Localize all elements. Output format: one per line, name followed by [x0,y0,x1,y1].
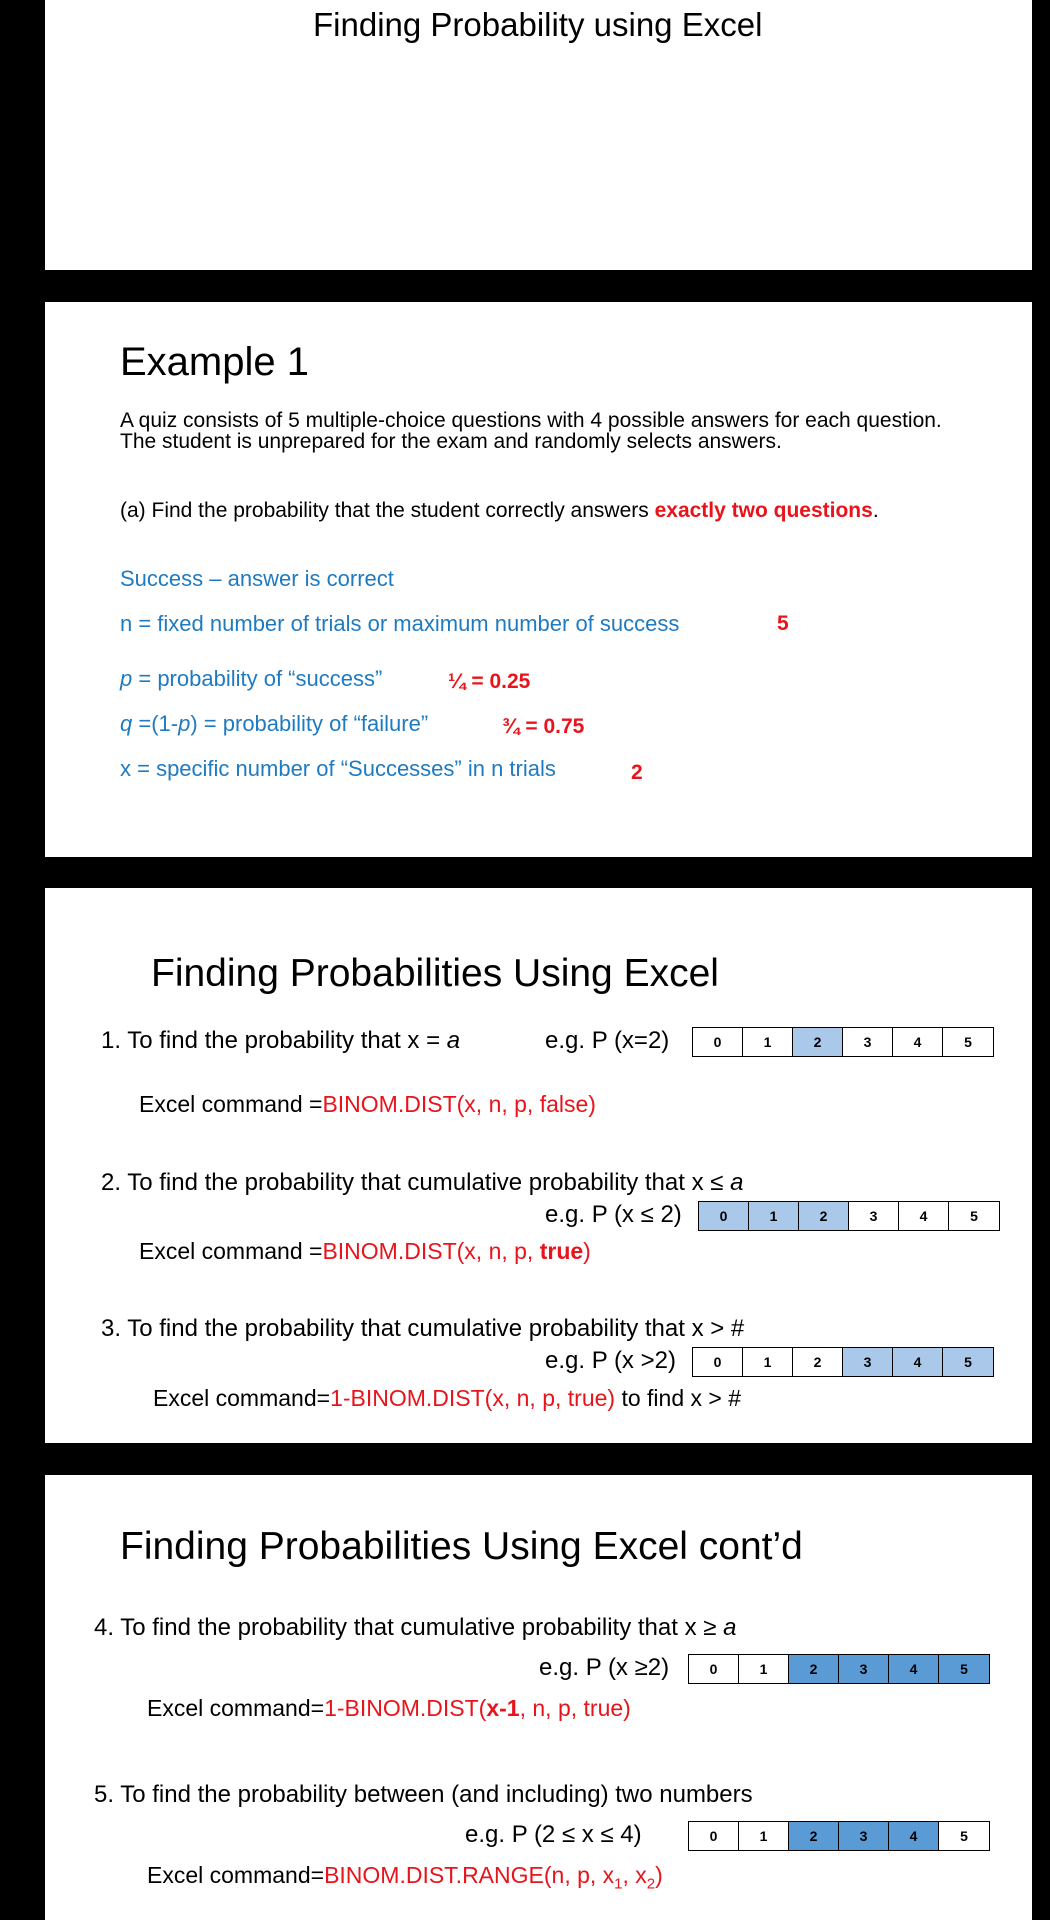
slide1-title: Finding Probability using Excel [313,6,763,43]
item4-example: e.g. P (x ≥2) [539,1654,670,1681]
number-cell: 4 [889,1822,939,1850]
item1-cells [692,1027,994,1057]
item2-label: 2. To find the probability that cumulative probability that x ≤ [101,1169,731,1196]
number-cell: 0 [699,1202,749,1230]
item3-command-label: Excel command= [153,1385,331,1411]
item4-variable: a [723,1614,737,1641]
item4-command-bold: x-1 [486,1695,520,1721]
x-definition: x = specific number of “Successes” in n trials [120,756,556,781]
number-cell: 5 [943,1028,993,1056]
number-cell: 3 [839,1655,889,1683]
p-definition-text: = probability of “success” [132,666,383,691]
item5-command [147,1862,663,1893]
number-cell: 1 [743,1028,793,1056]
number-cell: 0 [693,1348,743,1376]
slide2-title: Example 1 [120,340,309,384]
number-cell: 2 [793,1348,843,1376]
number-cell: 4 [889,1655,939,1683]
q-definition-p: p [178,711,191,736]
item1-command [139,1091,596,1118]
number-cell: 0 [689,1822,739,1850]
number-cell: 4 [899,1202,949,1230]
problem-intro: A quiz consists of 5 multiple-choice questions with 4 possible answers for each question. The student is unprepared for the exam and randomly selects answers. [120,409,942,453]
q-definition-b: ) = probability of “failure” [190,711,429,736]
item2-variable: a [730,1169,744,1196]
x-value: 2 [631,761,643,784]
item2-example: e.g. P (x ≤ 2) [545,1201,682,1228]
slide4-title: Finding Probabilities Using Excel cont’d [120,1525,803,1568]
item1-command-formula: BINOM.DIST(x, n, p, false) [322,1091,596,1117]
item1-variable: a [446,1027,461,1054]
item5-text: 5. To find the probability between (and including) two numbers [94,1781,753,1808]
item1-example: e.g. P (x=2) [545,1027,670,1054]
number-cell: 3 [843,1028,893,1056]
p-variable: p [120,666,133,691]
q-definition-a: =(1- [132,711,179,736]
q-value: ¾ = 0.75 [502,715,585,738]
number-cell: 5 [939,1655,989,1683]
item4-cells [688,1654,990,1684]
item3-command-formula: 1-BINOM.DIST(x, n, p, true) [330,1385,616,1411]
number-cell: 3 [843,1348,893,1376]
item2-command-bold: true [539,1238,584,1264]
item2-cells [698,1201,1000,1231]
slide-title [45,0,1032,270]
item3-command-tail: to find x > # [615,1385,742,1411]
number-cell: 2 [789,1655,839,1683]
number-cell: 2 [793,1028,843,1056]
n-value: 5 [777,612,789,635]
item4-text [94,1614,736,1642]
slide-excel-probabilities-contd [45,1475,1032,1920]
number-cell: 5 [939,1822,989,1850]
number-cell: 2 [799,1202,849,1230]
number-cell: 4 [893,1348,943,1376]
number-cell: 1 [749,1202,799,1230]
number-cell: 1 [743,1348,793,1376]
slide-excel-probabilities [45,888,1032,1443]
item4-command [147,1695,631,1722]
number-cell: 0 [689,1655,739,1683]
item5-example: e.g. P (2 ≤ x ≤ 4) [465,1821,642,1848]
item2-command-end: ) [583,1238,591,1264]
item4-label: 4. To find the probability that cumulative probability that x ≥ [94,1614,724,1641]
item4-command-formula-a: 1-BINOM.DIST( [324,1695,487,1721]
number-cell: 5 [943,1348,993,1376]
number-cell: 0 [693,1028,743,1056]
p-definition [120,666,382,692]
item3-text: 3. To find the probability that cumulative probability that x > # [101,1315,745,1342]
question-a-text: (a) Find the probability that the student correctly answers [120,499,655,522]
number-cell: 2 [789,1822,839,1850]
number-cell: 4 [893,1028,943,1056]
number-cell: 3 [849,1202,899,1230]
item5-command-formula-a: BINOM.DIST.RANGE(n, p, x [324,1862,615,1888]
item3-command [153,1385,741,1412]
item3-example: e.g. P (x >2) [545,1347,676,1374]
item5-sub2: 2 [646,1875,656,1893]
question-a-emphasis: exactly two questions [654,499,873,522]
item5-command-mid: , x [622,1862,647,1888]
item4-command-label: Excel command= [147,1695,325,1721]
item5-command-end: ) [655,1862,663,1888]
item5-command-label: Excel command= [147,1862,325,1888]
item2-command-label: Excel command = [139,1238,323,1264]
item5-cells [688,1821,990,1851]
item1-text [101,1027,460,1055]
item4-command-formula-b: , n, p, true) [519,1695,631,1721]
slide3-title: Finding Probabilities Using Excel [151,952,719,995]
success-definition: Success – answer is correct [120,566,394,591]
item1-label: 1. To find the probability that x = [101,1027,447,1054]
p-value: ¼ = 0.25 [448,670,531,693]
question-a [120,500,920,521]
number-cell: 5 [949,1202,999,1230]
q-definition [120,711,428,737]
number-cell: 3 [839,1822,889,1850]
question-a-end: . [872,499,879,522]
item2-text [101,1169,743,1197]
item2-command-formula: BINOM.DIST(x, n, p, [322,1238,540,1264]
q-variable: q [120,711,133,736]
number-cell: 1 [739,1655,789,1683]
item1-command-label: Excel command = [139,1091,323,1117]
item2-command [139,1238,591,1265]
slide-example-1 [45,302,1032,857]
item5-sub1: 1 [614,1875,623,1893]
n-definition: n = fixed number of trials or maximum number of success [120,611,680,636]
item3-cells [692,1347,994,1377]
number-cell: 1 [739,1822,789,1850]
